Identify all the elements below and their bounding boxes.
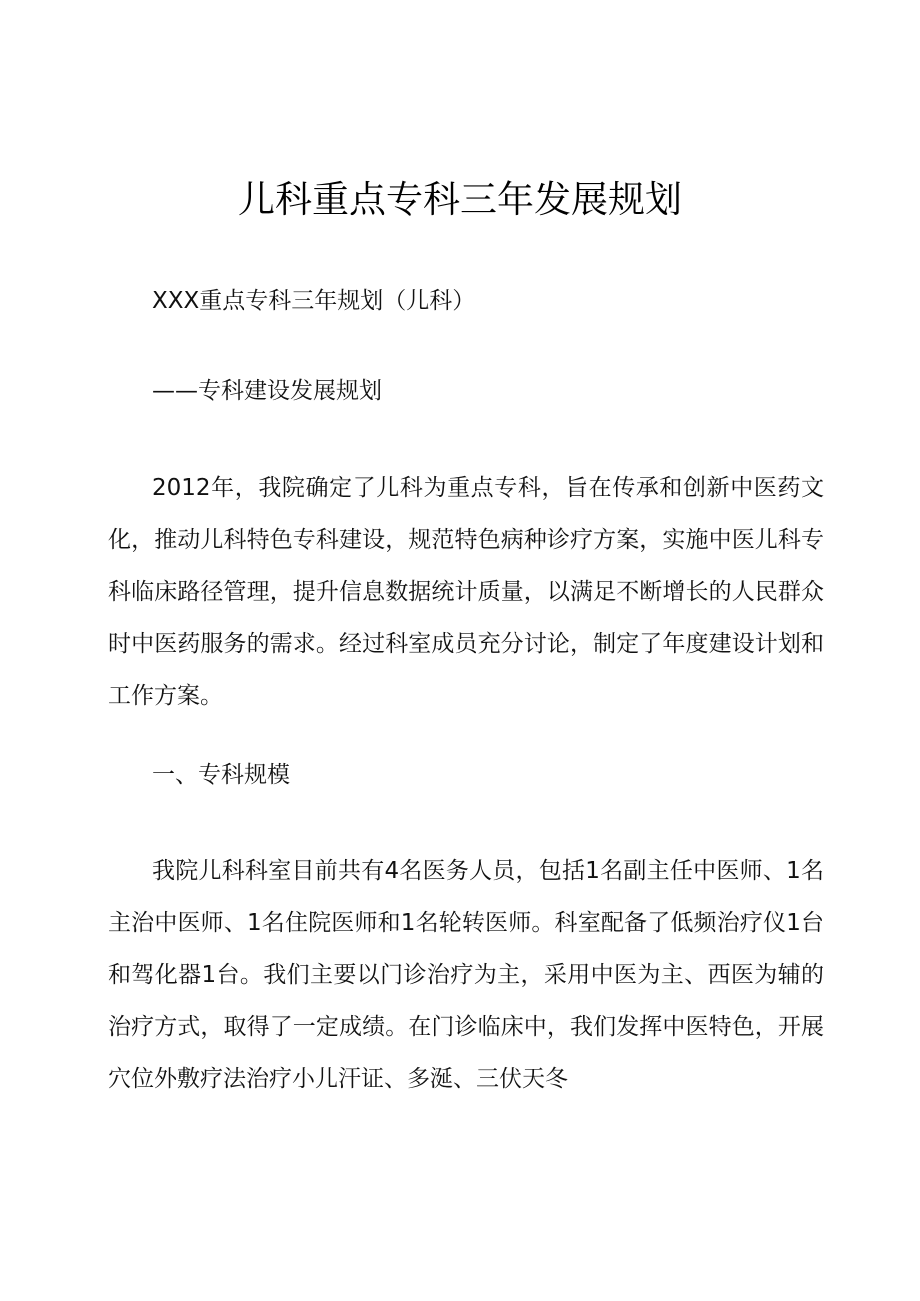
section-heading: 一、专科规模 <box>152 762 290 788</box>
section-paragraph: 我院儿科科室目前共有4名医务人员，包括1名副主任中医师、1名主治中医师、1名住院医师和1名轮转医师。科室配备了低频治疗仪1台和驾化器1台。我们主要以门诊治疗为主，采用中医为主、西医为辅的治疗方式，取得了一定成绩。在门诊临床中，我们发挥中医特色，开展穴位外敷疗法治疗小儿汗证、多涎、三伏天冬 <box>108 858 824 1092</box>
document-title: 儿科重点专科三年发展规划 <box>238 178 682 221</box>
document-subheading: ——专科建设发展规划 <box>152 378 382 404</box>
intro-paragraph: 2012年，我院确定了儿科为重点专科，旨在传承和创新中医药文化，推动儿科特色专科建设，规范特色病种诊疗方案，实施中医儿科专科临床路径管理，提升信息数据统计质量，以满足不断增长的人民群众时中医药服务的需求。经过科室成员充分讨论，制定了年度建设计划和工作方案。 <box>108 475 824 709</box>
document-subtitle: XXX重点专科三年规划（儿科） <box>152 288 476 314</box>
